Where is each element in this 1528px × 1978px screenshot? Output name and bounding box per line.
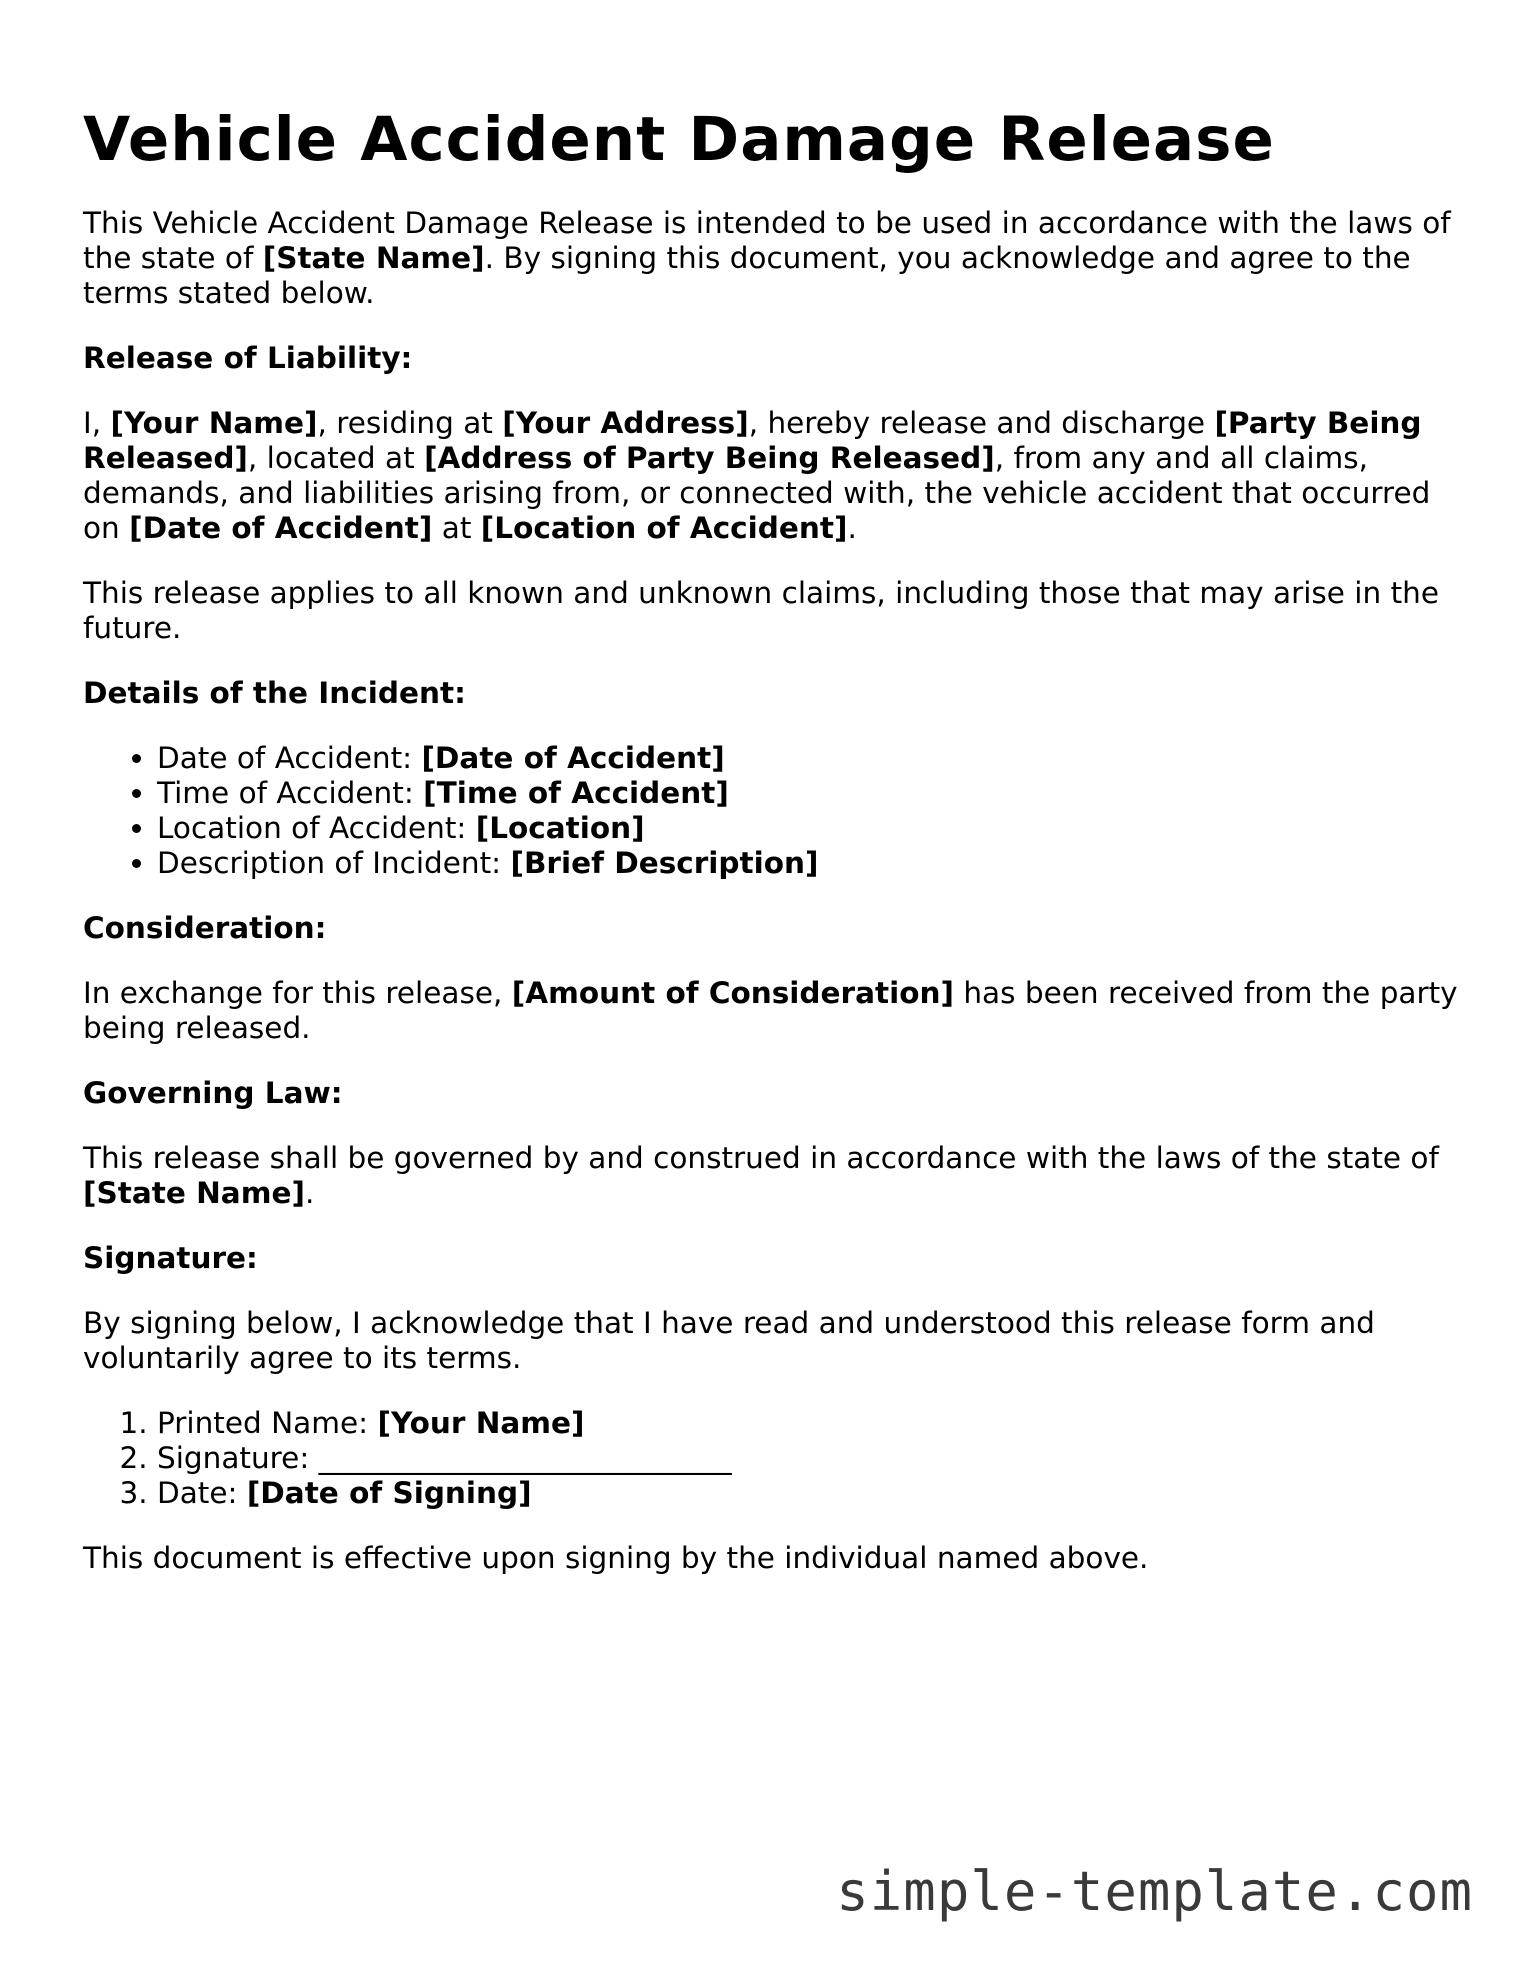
accident-date-placeholder: [Date of Accident] — [129, 511, 433, 545]
signature-paragraph: By signing below, I acknowledge that I have read and understood this release form and voluntarily agree to its terms. — [83, 1306, 1375, 1375]
state-name-placeholder: [State Name] — [262, 241, 485, 275]
document-page — [83, 100, 1463, 1606]
release-paragraph: I, [Your Name], residing at [Your Address], hereby release and discharge [Party Being Released], located at [Address of Party Being Released], from any and all claims, demands, and liabilities arising from, or connected with, the vehicle accident that occurred on [Date of Accident] at [Location of Accident]. — [83, 406, 1431, 545]
intro-paragraph: This Vehicle Accident Damage Release is intended to be used in accordance with the laws of the state of [State Name]. By signing this document, you acknowledge and agree to the terms stated below. — [83, 206, 1451, 310]
list-item: • Description of Incident: [Brief Description] — [157, 846, 1463, 881]
signature-line: ____________________________ — [318, 1441, 732, 1475]
list-item: • Time of Accident: [Time of Accident] — [157, 776, 1463, 811]
party-placeholder: [Party Being Released] — [83, 406, 1422, 475]
your-name-placeholder: [Your Name] — [110, 406, 318, 440]
watermark: simple-template.com — [836, 1860, 1473, 1923]
party-address-placeholder: [Address of Party Being Released] — [424, 441, 995, 475]
signature-heading: Signature: — [83, 1241, 258, 1275]
document-title: Vehicle Accident Damage Release — [83, 104, 1275, 175]
details-heading: Details of the Incident: — [83, 676, 466, 710]
signature-list — [83, 1406, 1463, 1511]
consideration-heading: Consideration: — [83, 911, 327, 945]
consideration-paragraph: In exchange for this release, [Amount of Consideration] has been received from the party being released. — [83, 976, 1458, 1045]
state-name-placeholder: [State Name] — [83, 1176, 305, 1210]
accident-location-placeholder: [Location of Accident] — [480, 511, 848, 545]
list-item: • Location of Accident: [Location] — [157, 811, 1463, 846]
your-address-placeholder: [Your Address] — [502, 406, 749, 440]
details-list — [83, 741, 1463, 881]
release-heading: Release of Liability: — [83, 341, 413, 375]
release-scope-paragraph: This release applies to all known and unknown claims, including those that may arise in the future. — [83, 576, 1439, 645]
amount-placeholder: [Amount of Consideration] — [511, 976, 954, 1010]
governing-law-paragraph: This release shall be governed by and construed in accordance with the laws of the state of [State Name]. — [83, 1141, 1439, 1210]
list-item: 1. Printed Name: [Your Name] — [157, 1406, 1463, 1441]
list-item: 3. Date: [Date of Signing] — [157, 1476, 1463, 1511]
list-item: 2. Signature: ____________________________ — [157, 1441, 1463, 1476]
governing-law-heading: Governing Law: — [83, 1076, 343, 1110]
closing-paragraph: This document is effective upon signing by the individual named above. — [83, 1541, 1149, 1575]
list-item: • Date of Accident: [Date of Accident] — [157, 741, 1463, 776]
